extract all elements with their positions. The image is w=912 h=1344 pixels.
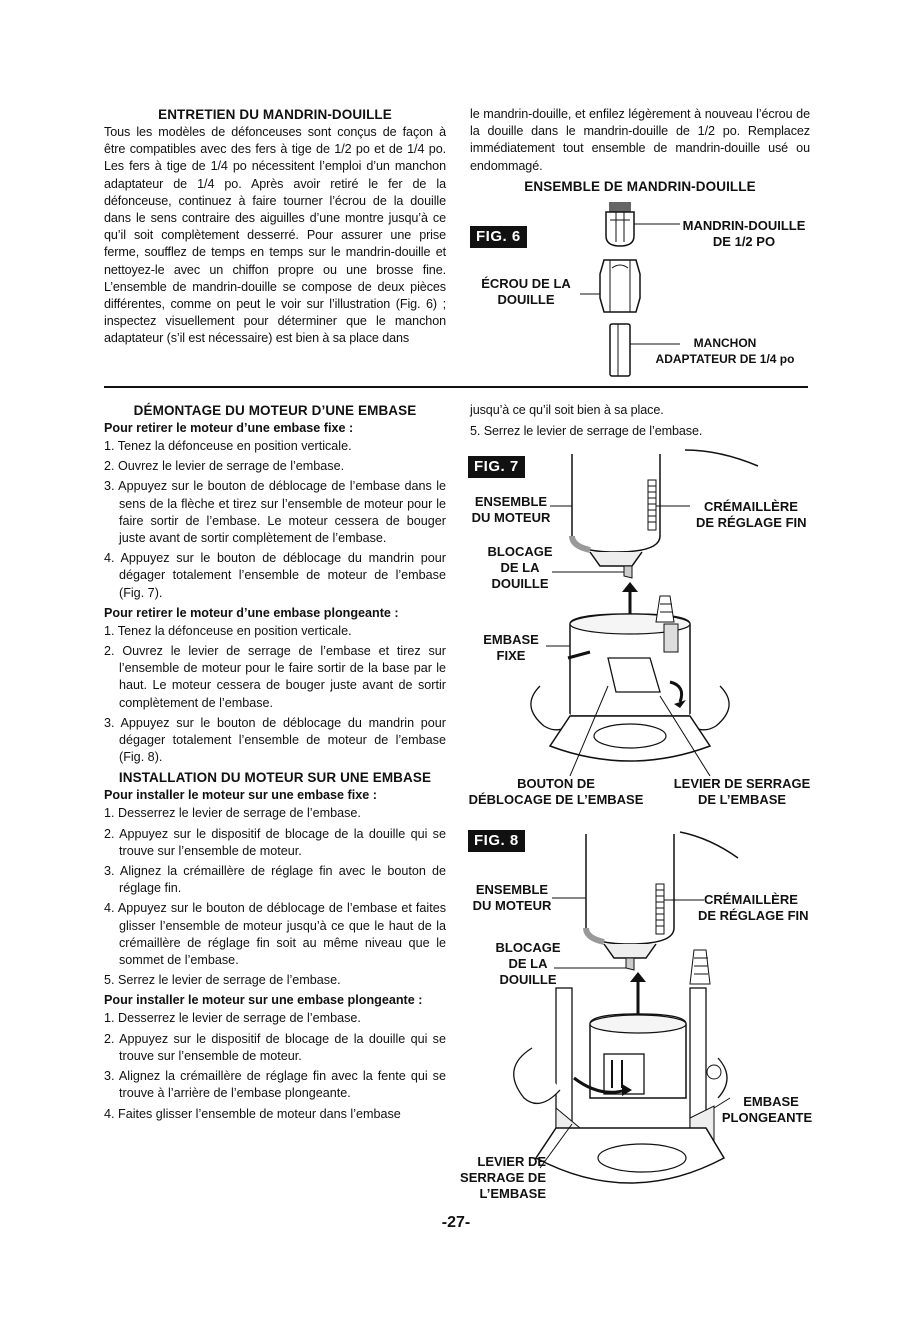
top-right-column: [470, 106, 810, 196]
section-divider: [104, 386, 808, 388]
subheading-fixed-base-install: Pour installer le moteur sur une embase fixe :: [104, 788, 377, 803]
list-item: 5. Serrez le levier de serrage de l’embase.: [104, 973, 341, 988]
list-item: 2. Ouvrez le levier de serrage de l’embase.: [104, 459, 345, 474]
top-left-column: [104, 106, 446, 348]
list-item: 4. Appuyez sur le bouton de déblocage de l’embase et faites glisser l’ensemble de moteur jusqu’à ce que le haut de la crémaillère de réglage fin soit au même niveau que le sommet de l’embase.: [104, 901, 446, 968]
list-item: 2. Appuyez sur le dispositif de blocage de la douille qui se trouve sur l’ensemble de moteur.: [104, 826, 446, 858]
list-item: 1. Tenez la défonceuse en position verticale.: [104, 623, 352, 638]
fig7-label-collet-lock: BLOCAGE DE LA DOUILLE: [487, 544, 553, 591]
collet-maintenance-text: Tous les modèles de défonceuses sont conçus de façon à être compatibles avec des fers à tige de 1/2 po et de 1/4 po. Les fers à tige de 1/4 po nécessitent l’emploi d’un manchon adaptateur de 1/4 po. Après avoir retiré le fer de la défonceuse, continuez à faire tourner l’écrou de la douille dans le sens contraire des aiguilles d’une montre jusqu’à ce qu’il soit complètement desserré. Pour assurer une prise ferme, soufflez de temps en temps sur le mandrin-douille et nettoyez-le avec un chiffon propre ou une brosse fine. L’ensemble de mandrin-douille se compose de deux pièces différentes, comme on peut le voir sur l’illustration (Fig. 6) ; inspectez visuellement pour déterminer que le manchon adaptateur (s’il est nécessaire) est bien à sa place dans: [104, 125, 446, 346]
list-item: 1. Desserrez le levier de serrage de l’embase.: [104, 806, 361, 821]
fine-adjust-rack-icon: [656, 884, 664, 934]
continuation-line: jusqu’à ce qu’il soit bien à sa place.: [470, 403, 664, 417]
fig7-badge: FIG. 7: [468, 456, 525, 478]
subheading-plunge-base-install: Pour installer le moteur sur une embase plongeante :: [104, 993, 423, 1008]
fig7-label-rack: CRÉMAILLÈRE DE RÉGLAGE FIN: [696, 499, 807, 530]
fixed-base-icon: [531, 596, 729, 761]
steps-fixed-base-removal: [104, 438, 446, 602]
bottom-right-column: [470, 402, 810, 440]
list-item: 1. Tenez la défonceuse en position verticale.: [104, 439, 352, 453]
fig7-fixed-base-illustration: [520, 446, 770, 776]
list-item: 3. Alignez la crémaillère de réglage fin avec la fente qui se trouve à l’arrière de l’embase plongeante.: [104, 1069, 446, 1101]
page-number: -27-: [441, 1214, 471, 1231]
heading-collet-assembly: ENSEMBLE DE MANDRIN-DOUILLE: [524, 178, 756, 194]
fine-adjust-rack-icon: [648, 480, 656, 530]
fig6-label-nut: ÉCROU DE LA DOUILLE: [481, 276, 571, 307]
adapter-sleeve-icon: [610, 324, 630, 376]
fig7-label-motor: ENSEMBLE DU MOTEUR: [471, 494, 551, 525]
step-5-line: 5. Serrez le levier de serrage de l’embase.: [470, 424, 703, 439]
fig6-label-collet: MANDRIN-DOUILLE DE 1/2 PO: [682, 218, 806, 249]
fig8-label-plunge-base: EMBASE PLONGEANTE: [721, 1094, 813, 1125]
list-item: 2. Appuyez sur le dispositif de blocage de la douille qui se trouve sur l’ensemble de moteur.: [104, 1031, 446, 1063]
collet-nut-icon: [600, 260, 640, 312]
steps-plunge-base-removal: [104, 623, 446, 767]
collet-icon: [606, 202, 634, 246]
subheading-plunge-base-removal: Pour retirer le moteur d’une embase plongeante :: [104, 605, 399, 620]
fig6-badge: FIG. 6: [470, 226, 527, 248]
steps-plunge-base-install: [104, 1010, 446, 1122]
subheading-fixed-base-removal: Pour retirer le moteur d’une embase fixe :: [104, 421, 354, 435]
list-item: 1. Desserrez le levier de serrage de l’embase.: [104, 1011, 361, 1026]
heading-motor-removal: DÉMONTAGE DU MOTEUR D’UNE EMBASE: [133, 403, 417, 418]
list-item: 2. Ouvrez le levier de serrage de l’embase et tirez sur l’ensemble de moteur pour le faire sortir de la base par le haut. Le moteur cessera de bouger juste avant de sortir complètement de l’embase.: [104, 644, 446, 710]
fig8-label-clamp-lever: LEVIER DE SERRAGE DE L’EMBASE: [460, 1154, 546, 1201]
fig7-label-release-button: BOUTON DE DÉBLOCAGE DE L’EMBASE: [468, 776, 644, 807]
bottom-left-column: [104, 402, 446, 1126]
fig8-label-motor: ENSEMBLE DU MOTEUR: [472, 882, 552, 913]
heading-motor-installation: INSTALLATION DU MOTEUR SUR UNE EMBASE: [118, 770, 432, 786]
motor-housing-icon: [572, 454, 660, 566]
steps-fixed-base-install: [104, 805, 446, 989]
heading-collet-maintenance: ENTRETIEN DU MANDRIN-DOUILLE: [158, 107, 392, 122]
fig8-badge: FIG. 8: [468, 830, 525, 852]
list-item: 3. Alignez la crémaillère de réglage fin avec le bouton de réglage fin.: [104, 864, 446, 896]
fig7-label-fixed-base: EMBASE FIXE: [483, 632, 539, 663]
collet-continuation-text: le mandrin-douille, et enfilez légèrement à nouveau l’écrou de la douille dans le mandrin-douille de 1/2 po. Remplacez immédiatement tout ensemble de mandrin-douille usé ou endommagé.: [470, 107, 810, 173]
fig6-label-sleeve: MANCHON ADAPTATEUR DE 1/4 po: [655, 336, 795, 366]
list-item: 4. Faites glisser l’ensemble de moteur dans l’embase: [104, 1106, 401, 1121]
list-item: 4. Appuyez sur le bouton de déblocage du mandrin pour dégager totalement l’ensemble de moteur de l’embase (Fig. 7).: [104, 551, 446, 600]
fig8-label-collet-lock: BLOCAGE DE LA DOUILLE: [495, 940, 561, 987]
fig7-label-clamp-lever: LEVIER DE SERRAGE DE L’EMBASE: [673, 776, 811, 807]
list-item: 3. Appuyez sur le bouton de déblocage de l’embase dans le sens de la flèche et tirez sur l’ensemble de moteur pour le faire sortir de l’embase. Le moteur cessera de bouger juste avant de sortir complètement de l’embase.: [104, 479, 446, 546]
list-item: 3. Appuyez sur le bouton de déblocage du mandrin pour dégager totalement l’ensemble de moteur de l’embase (Fig. 8).: [104, 715, 446, 765]
fig8-label-rack: CRÉMAILLÈRE DE RÉGLAGE FIN: [698, 892, 809, 923]
